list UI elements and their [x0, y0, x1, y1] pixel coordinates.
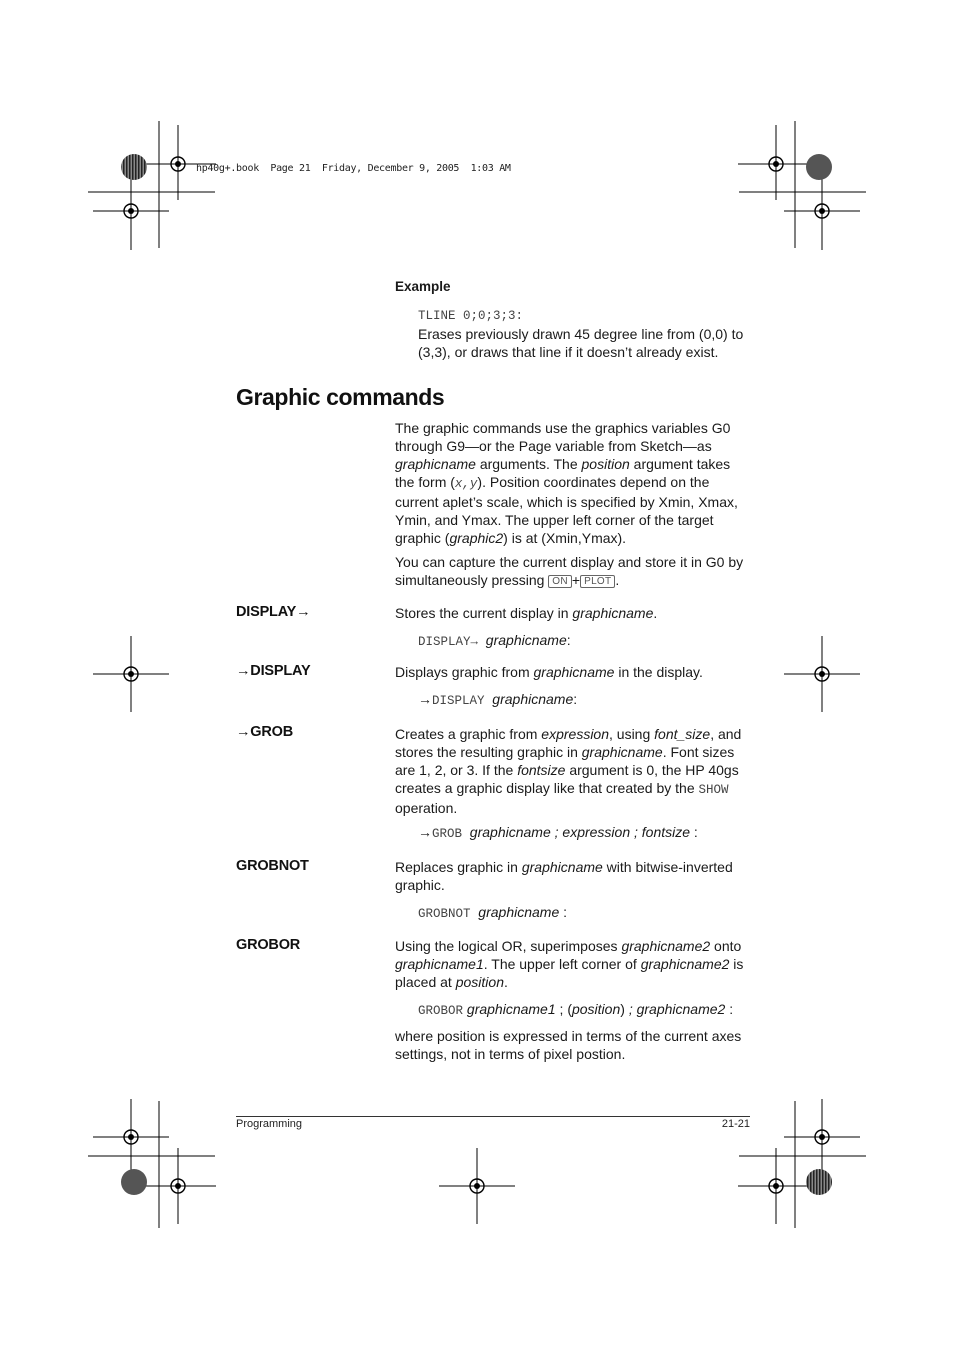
cmd-grobnot-label: GROBNOT: [236, 858, 309, 874]
example-code: TLINE 0;0;3;3:: [418, 309, 524, 323]
footer-section-name: Programming: [236, 1118, 303, 1130]
cmd-to-display-desc: Displays graphic from graphicname in the display.: [395, 664, 703, 680]
example-description-line-2: (3,3), or draws that line if it doesn’t already exist.: [418, 344, 719, 360]
on-key-icon: ON: [548, 575, 572, 588]
example-description: [418, 325, 758, 361]
cmd-display-to-desc: Stores the current display in graphicname.: [395, 605, 658, 621]
footer-page-number: 21-21: [721, 1118, 750, 1130]
cmd-display-to-label: DISPLAY→: [236, 604, 311, 620]
plot-key-icon: PLOT: [580, 575, 615, 588]
cmd-display-to-syntax: DISPLAY→ graphicname:: [418, 632, 571, 649]
cmd-to-grob-syntax: →GROB graphicname ; expression ; fontsize :: [418, 824, 698, 841]
cmd-grobnot-syntax: GROBNOT graphicname :: [418, 904, 568, 921]
cmd-grobor-desc: Using the logical OR, superimposes graphicname2 onto graphicname1. The upper left corner of graphicname2 is placed at position.: [395, 938, 744, 990]
cmd-to-grob-desc: Creates a graphic from expression, using font_size, and stores the resulting graphic in graphicname. Font sizes are 1, 2, or 3. If the fontsize argument is 0, the HP 40gs creates a graphic display like that created by the SHOW operation.: [395, 726, 742, 816]
cmd-to-display-syntax: →DISPLAY graphicname:: [418, 691, 578, 708]
cmd-grobor-note: where position is expressed in terms of the current axes settings, not in terms of pixel postion.: [395, 1028, 742, 1062]
example-description-line-1: Erases previously drawn 45 degree line from (0,0) to: [418, 326, 744, 342]
cmd-grobor-syntax: GROBOR graphicname1 ; (position) ; graphicname2 :: [418, 1001, 734, 1018]
intro-paragraph: The graphic commands use the graphics variables G0 through G9—or the Page variable from Sketch—as graphicname arguments. The position argument takes the form (x,y). Position coordinates depend on the current aplet’s scale, which is specified by Xmin, Xmax, Ymin, and Ymax. The upper left corner of the target graphic (graphic2) is at (Xmin,Ymax).: [395, 420, 738, 546]
footer-rule: [236, 1116, 750, 1117]
cmd-to-display-label: →DISPLAY: [236, 663, 311, 679]
capture-paragraph: You can capture the current display and store it in G0 by simultaneously pressing ON + PLOT .: [395, 554, 744, 588]
cmd-grobnot-desc: Replaces graphic in graphicname with bitwise-inverted graphic.: [395, 859, 733, 893]
print-header-line: hp40g+.book Page 21 Friday, December 9, 2005 1:03 AM: [196, 163, 511, 174]
cmd-grobor-label: GROBOR: [236, 937, 301, 953]
cmd-to-grob-label: →GROB: [236, 724, 294, 740]
example-label: Example: [395, 279, 451, 294]
section-title: Graphic commands: [236, 384, 445, 410]
